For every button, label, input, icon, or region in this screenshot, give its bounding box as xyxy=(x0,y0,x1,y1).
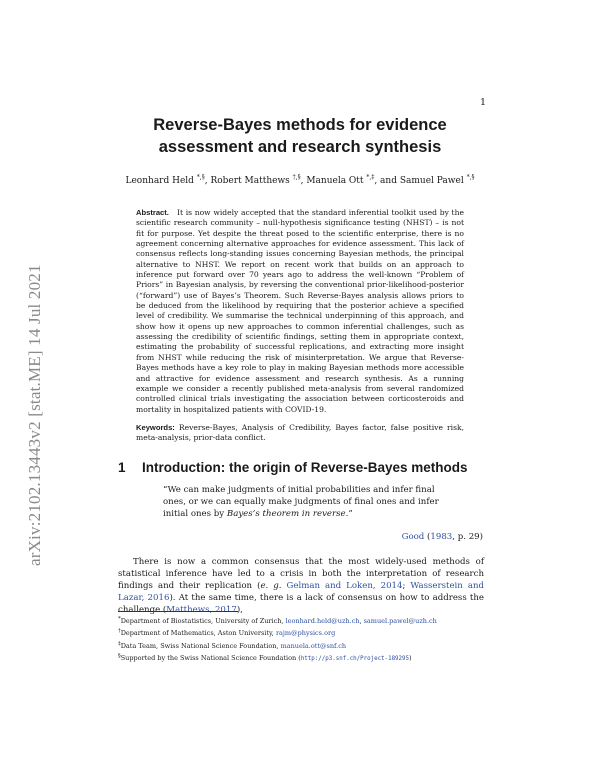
section-number: 1 xyxy=(118,460,126,475)
author-list: Leonhard Held *,§, Robert Matthews †,§, Manuela Ott *,‡, and Samuel Pawel *,§ xyxy=(125,174,475,186)
author-affiliation-marks: †,§ xyxy=(292,174,301,181)
epigraph-quote: “We can make judgments of initial probabilities and infer final ones, or we can equally make judgments of final ones and infer initial ones by Bayes’s theorem in reverse.” xyxy=(163,485,439,519)
email-link-held[interactable]: leonhard.held@uzh.ch xyxy=(285,617,360,626)
author-name: Robert Matthews xyxy=(210,176,290,186)
eg-abbrev: e. g. xyxy=(260,581,282,591)
citation-link-good[interactable]: Good xyxy=(401,532,425,542)
footnote-3: ‡Data Team, Swiss National Science Foundation, manuela.ott@snf.ch xyxy=(118,640,347,651)
email-link-pawel[interactable]: samuel.pawel@uzh.ch xyxy=(363,617,437,626)
abstract-text: It is now widely accepted that the standard inferential toolkit used by the scientific research community – null-hypothesis significance testing (NHST) – is not fit for purpose. Yet despite the threat posed to the scientific enterprise, there is no agreement concerning alternative approaches for evidence assessment. This lack of consensus reflects long-standing issues concerning Bayesian methods, the principal alternative to NHST. We report on recent work that builds on an approach to inference put forward over 70 years ago to address the well-known “Problem of Priors” in Bayesian analysis, by reversing the conventional prior-likelihood-posterior (“forward”) use of Bayes’s Theorem. Such Reverse-Bayes analysis allows priors to be deduced from the likelihood by requiring that the posterior achieve a specified level of credibility. We summarise the technical underpinning of this approach, and show how it opens up new approaches to common inferential challenges, such as assessing the credibility of scientific findings, setting them in appropriate context, estimating the probability of successful replications, and extracting more insight from NHST while reducing the risk of misinterpretation. We argue that Reverse-Bayes methods have a key role to play in making Bayesian methods more accessible and attractive for evidence assessment and research synthesis. As a running example we consider a recently published meta-analysis from several randomized controlled clinical trials investigating the association between corticosteroids and mortality in hospitalized patients with COVID-19. xyxy=(136,208,464,414)
paper-title xyxy=(130,114,470,158)
citation-link-wasserstein[interactable]: Wasserstein and Lazar, 2016 xyxy=(118,581,484,603)
author-affiliation-marks: *,§ xyxy=(466,174,475,181)
email-link-ott[interactable]: manuela.ott@snf.ch xyxy=(280,642,347,651)
arxiv-stamp xyxy=(10,210,56,570)
author-name: Samuel Pawel xyxy=(399,176,464,186)
author-affiliation-marks: *,§ xyxy=(196,174,205,181)
arxiv-identifier: arXiv:2102.13443v2 [stat.ME] 14 Jul 2021 xyxy=(25,264,44,566)
citation-link-matthews[interactable]: Matthews, 2017 xyxy=(166,605,237,615)
footnote-2: †Department of Mathematics, Aston University, rajm@physics.org xyxy=(118,628,336,638)
section-title: Introduction: the origin of Reverse-Bayes methods xyxy=(142,460,468,475)
intro-paragraph: There is now a common consensus that the most widely-used methods of statistical inference have led to a crisis in both the interpretation of research findings and their replication (e. g. Gelman and Loken, 2014; Wasserstein and Lazar, 2016). At the same time, there is a lack of consensus on how to address the challenge (Matthews, 2017), xyxy=(118,557,485,615)
quote-emphasis: Bayes’s theorem in reverse xyxy=(226,509,346,519)
author-affiliation-marks: *,‡ xyxy=(366,174,375,181)
footnote-rule xyxy=(118,611,238,612)
project-url-link[interactable]: http://p3.snf.ch/Project-189295 xyxy=(300,656,410,663)
keywords xyxy=(136,423,464,444)
footnote-1: *Department of Biostatistics, University of Zurich, leonhard.held@uzh.ch, samuel.pawel@uzh.ch xyxy=(118,616,437,626)
citation-year-link[interactable]: 1983 xyxy=(430,532,453,542)
title-line-1: Reverse-Bayes methods for evidence xyxy=(153,116,447,134)
abstract-label: Abstract. xyxy=(136,208,169,217)
keywords-label: Keywords: xyxy=(136,422,175,432)
citation-link-gelman[interactable]: Gelman and Loken, 2014 xyxy=(286,581,403,591)
abstract-paragraph xyxy=(136,208,464,415)
section-heading xyxy=(118,460,498,475)
quote-citation: Good (1983, p. 29) xyxy=(401,532,483,542)
email-link-matthews[interactable]: rajm@physics.org xyxy=(275,629,336,638)
abstract xyxy=(136,208,464,444)
footnotes xyxy=(118,614,488,665)
author-name: Manuela Ott xyxy=(306,176,364,186)
keywords-text: Reverse-Bayes, Analysis of Credibility, Bayes factor, false positive risk, meta-analysis, prior-data conflict. xyxy=(136,422,464,443)
author-name: Leonhard Held xyxy=(125,176,194,186)
footnote-4: §Supported by the Swiss National Science Foundation (http://p3.snf.ch/Project-189295) xyxy=(118,653,412,663)
page-number: 1 xyxy=(480,97,487,108)
title-line-2: assessment and research synthesis xyxy=(158,138,442,156)
